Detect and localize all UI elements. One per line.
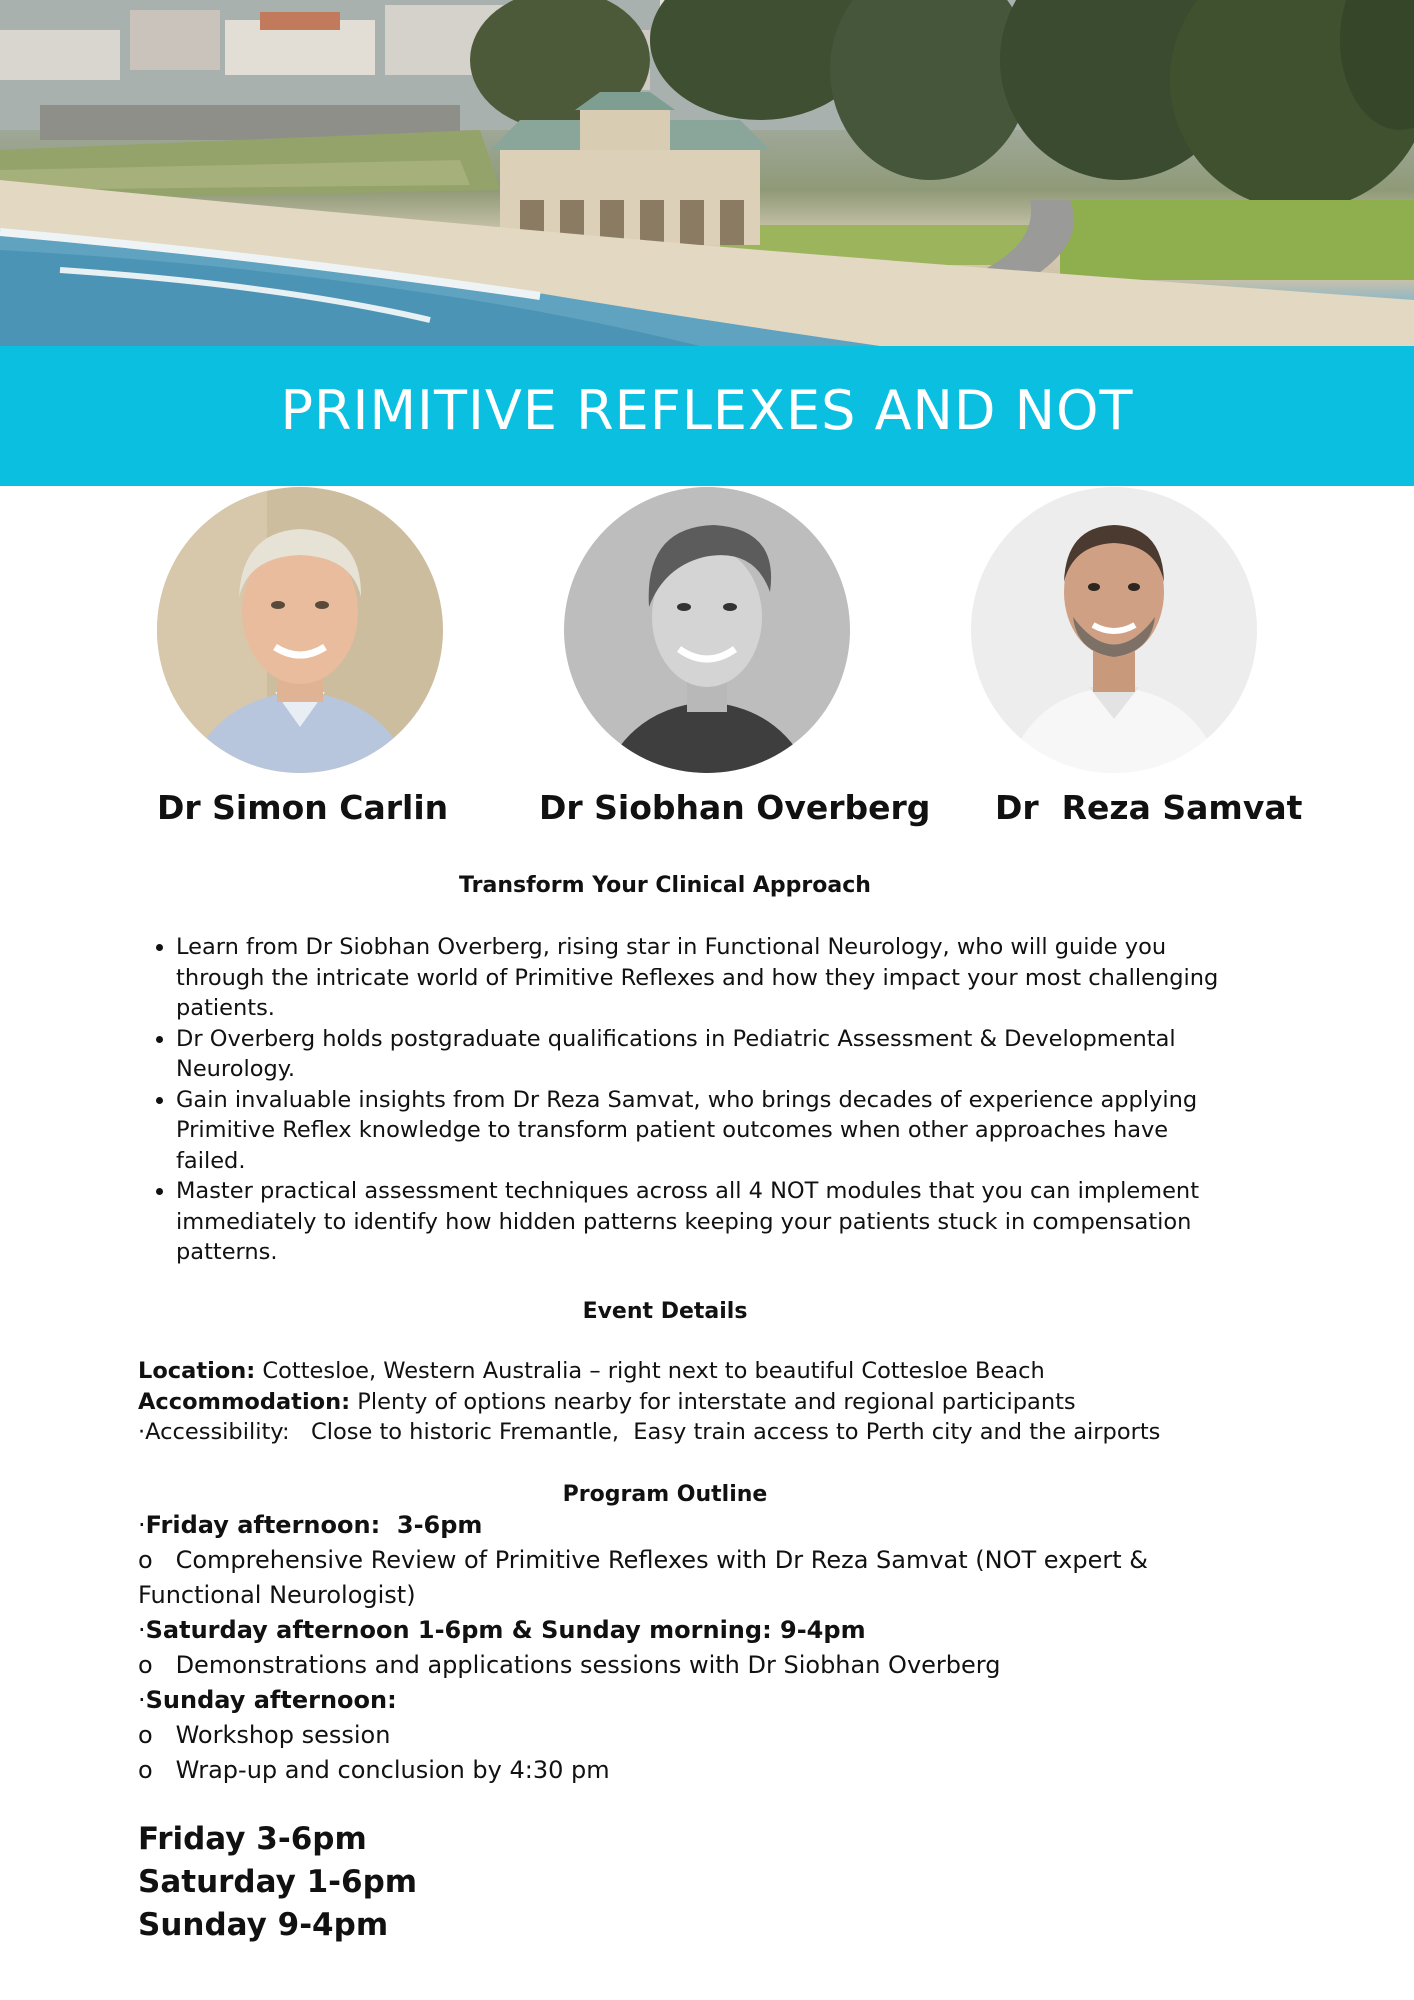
event-details bbox=[138, 1356, 1338, 1448]
hero-beach-photo bbox=[0, 0, 1414, 346]
list-item: • Master practical assessment techniques across all 4 NOT modules that you can implement immediately to identify how hidden patterns keeping your patients stuck in compensation patterns. bbox=[176, 1176, 1236, 1268]
friday-item: o Comprehensive Review of Primitive Reflexes with Dr Reza Samvat (NOT expert & bbox=[138, 1546, 1148, 1574]
sunday-item-wrap-up: o Wrap-up and conclusion by 4:30 pm bbox=[138, 1756, 610, 1784]
speaker-portrait-simon-carlin bbox=[157, 487, 443, 773]
schedule-summary bbox=[138, 1818, 417, 1947]
accommodation-label: Accommodation: bbox=[138, 1388, 351, 1415]
sunday-heading bbox=[138, 1683, 1338, 1718]
accommodation-line bbox=[138, 1387, 1338, 1418]
list-item: • Gain invaluable insights from Dr Reza Samvat, who brings decades of experience applying Primitive Reflex knowledge to transform patient outcomes when other approaches have failed. bbox=[176, 1085, 1236, 1177]
friday-item-continued: Functional Neurologist) bbox=[138, 1581, 416, 1609]
speaker-name-reza-samvat: Dr Reza Samvat bbox=[995, 788, 1303, 827]
page-title: PRIMITIVE REFLEXES AND NOT bbox=[280, 378, 1134, 442]
schedule-friday: Friday 3-6pm bbox=[138, 1821, 367, 1857]
bullet-dot: · bbox=[138, 1511, 146, 1539]
sunday-item-workshop: o Workshop session bbox=[138, 1721, 391, 1749]
saturday-item: o Demonstrations and applications sessions with Dr Siobhan Overberg bbox=[138, 1651, 1001, 1679]
intro-bullet-list bbox=[138, 932, 1236, 1268]
saturday-label: Saturday afternoon 1-6pm & Sunday morning: 9-4pm bbox=[145, 1616, 866, 1644]
friday-heading bbox=[138, 1508, 1338, 1543]
location-value: Cottesloe, Western Australia – right next to beautiful Cottesloe Beach bbox=[255, 1358, 1045, 1384]
speaker-name-simon-carlin: Dr Simon Carlin bbox=[157, 788, 449, 827]
location-line bbox=[138, 1356, 1338, 1387]
hero-beach-illustration bbox=[0, 0, 1414, 346]
accessibility-line: ·Accessibility: Close to historic Fremantle, Easy train access to Perth city and the airports bbox=[138, 1419, 1161, 1445]
speaker-portrait-siobhan-overberg bbox=[564, 487, 850, 773]
accommodation-value: Plenty of options nearby for interstate and regional participants bbox=[350, 1388, 1076, 1415]
event-heading: Event Details bbox=[582, 1299, 748, 1324]
portrait-illustration bbox=[971, 487, 1257, 773]
program-heading: Program Outline bbox=[562, 1482, 768, 1507]
friday-label: Friday afternoon: 3-6pm bbox=[145, 1511, 483, 1539]
speaker-name-siobhan-overberg: Dr Siobhan Overberg bbox=[539, 788, 931, 827]
location-label: Location: bbox=[138, 1358, 256, 1384]
title-banner bbox=[0, 346, 1414, 486]
portrait-illustration bbox=[157, 487, 443, 773]
speaker-portrait-reza-samvat bbox=[971, 487, 1257, 773]
bullet-dot: · bbox=[138, 1686, 146, 1714]
list-item: • Dr Overberg holds postgraduate qualifications in Pediatric Assessment & Developmental Neurology. bbox=[176, 1024, 1236, 1085]
schedule-saturday: Saturday 1-6pm bbox=[138, 1864, 418, 1900]
sunday-label: Sunday afternoon: bbox=[145, 1686, 397, 1714]
list-item: • Learn from Dr Siobhan Overberg, rising star in Functional Neurology, who will guide you through the intricate world of Primitive Reflexes and how they impact your most challenging patients. bbox=[176, 932, 1236, 1024]
saturday-heading bbox=[138, 1613, 1338, 1648]
schedule-sunday: Sunday 9-4pm bbox=[138, 1907, 389, 1943]
bullet-dot: · bbox=[138, 1616, 146, 1644]
program-outline bbox=[138, 1508, 1338, 1788]
intro-heading: Transform Your Clinical Approach bbox=[459, 873, 871, 898]
portrait-illustration bbox=[564, 487, 850, 773]
